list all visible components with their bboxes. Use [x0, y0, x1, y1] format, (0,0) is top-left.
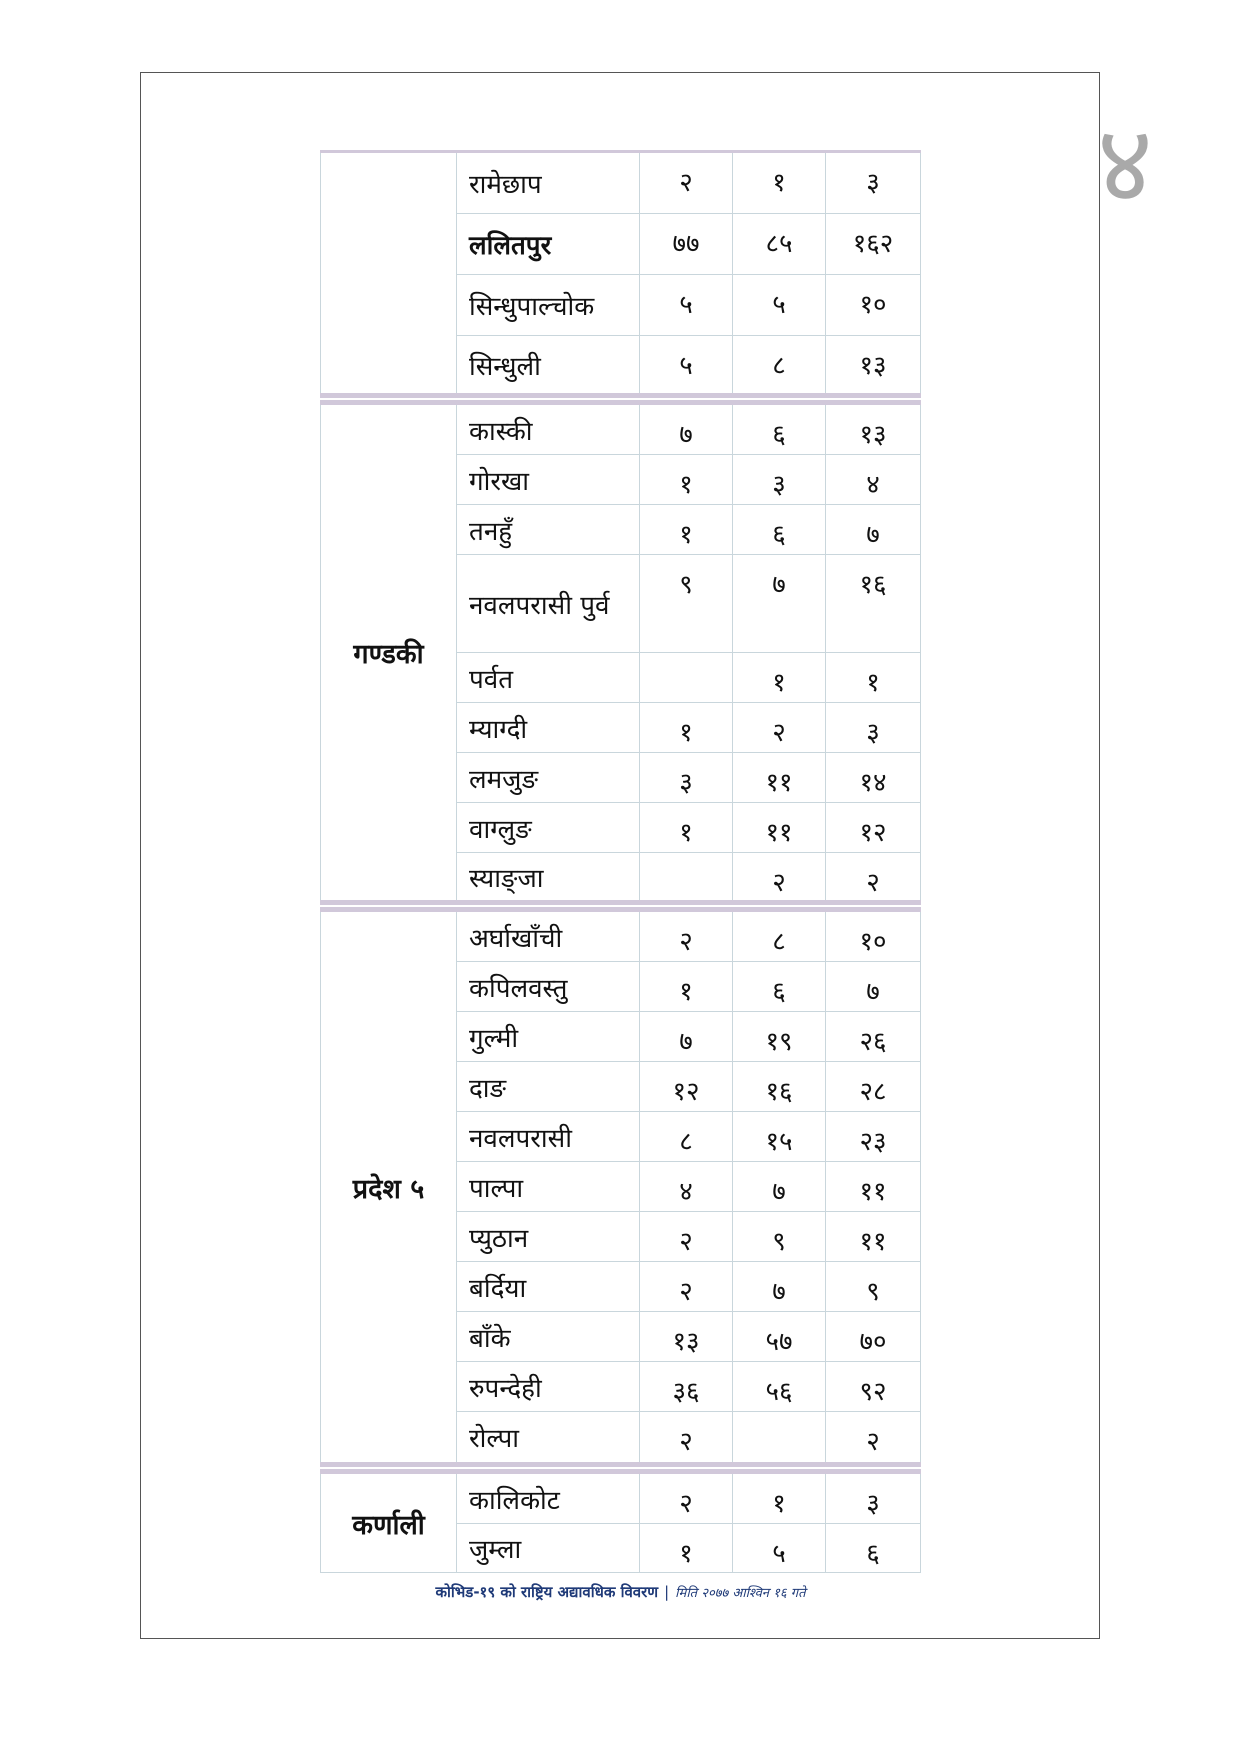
count-cell-1: १ — [640, 703, 733, 752]
count-cell-2: १ — [733, 153, 826, 213]
count-cell-1: ५ — [640, 275, 733, 335]
count-cell-1: ९ — [640, 555, 733, 652]
count-cell-2: १६ — [733, 1062, 826, 1111]
province-name: गण्डकी — [320, 405, 457, 900]
count-cell-3: १० — [826, 912, 921, 961]
page-footer — [320, 1582, 921, 1602]
page-number: ४ — [1096, 102, 1154, 227]
count-cell-1 — [640, 853, 733, 900]
count-cell-3: २ — [826, 853, 921, 900]
table-row — [457, 555, 921, 653]
count-cell-2: १ — [733, 653, 826, 702]
count-cell-1: २ — [640, 1262, 733, 1311]
count-cell-3: २६ — [826, 1012, 921, 1061]
count-cell-3: २ — [826, 1412, 921, 1462]
count-cell-2: ८ — [733, 912, 826, 961]
province-group — [320, 1469, 921, 1573]
table-row — [457, 1312, 921, 1362]
district-name: नवलपरासी — [457, 1112, 640, 1161]
count-cell-2: ३ — [733, 455, 826, 504]
count-cell-1: ७७ — [640, 214, 733, 274]
count-cell-1: १२ — [640, 1062, 733, 1111]
table-row — [457, 1412, 921, 1462]
count-cell-1: ५ — [640, 336, 733, 393]
footer-date: मिति २०७७ आश्विन १६ गते — [675, 1586, 806, 1601]
count-cell-1: १ — [640, 1524, 733, 1572]
count-cell-2: १ — [733, 1474, 826, 1523]
count-cell-2: ६ — [733, 962, 826, 1011]
table-row — [457, 1262, 921, 1312]
count-cell-2: ७ — [733, 1162, 826, 1211]
district-name: म्याग्दी — [457, 703, 640, 752]
table-row — [457, 1474, 921, 1524]
count-cell-2: ६ — [733, 405, 826, 454]
count-cell-3: ११ — [826, 1212, 921, 1261]
table-row — [457, 1162, 921, 1212]
province-group — [320, 150, 921, 398]
table-row — [457, 505, 921, 555]
district-name: सिन्धुपाल्चोक — [457, 275, 640, 335]
count-cell-3: ७० — [826, 1312, 921, 1361]
table-row — [457, 1012, 921, 1062]
count-cell-3: १२ — [826, 803, 921, 852]
count-cell-1: ८ — [640, 1112, 733, 1161]
district-name: कालिकोट — [457, 1474, 640, 1523]
district-name: स्याङ्जा — [457, 853, 640, 900]
table-row — [457, 1062, 921, 1112]
count-cell-2 — [733, 1412, 826, 1462]
count-cell-1: ७ — [640, 1012, 733, 1061]
table-row — [457, 803, 921, 853]
count-cell-1: २ — [640, 1212, 733, 1261]
table-row — [457, 1212, 921, 1262]
count-cell-2: ११ — [733, 803, 826, 852]
district-name: वाग्लुङ — [457, 803, 640, 852]
district-cases-table — [320, 150, 921, 1573]
count-cell-3: १ — [826, 653, 921, 702]
count-cell-3: २३ — [826, 1112, 921, 1161]
district-name: कास्की — [457, 405, 640, 454]
table-row — [457, 275, 921, 336]
count-cell-1 — [640, 653, 733, 702]
table-row — [457, 753, 921, 803]
count-cell-2: ७ — [733, 1262, 826, 1311]
count-cell-1: १३ — [640, 1312, 733, 1361]
count-cell-1: ३ — [640, 753, 733, 802]
count-cell-1: ७ — [640, 405, 733, 454]
count-cell-2: १९ — [733, 1012, 826, 1061]
district-name: ललितपुर — [457, 214, 640, 274]
count-cell-3: ९ — [826, 1262, 921, 1311]
district-name: तनहुँ — [457, 505, 640, 554]
table-row — [457, 153, 921, 214]
count-cell-3: ७ — [826, 962, 921, 1011]
count-cell-3: १३ — [826, 336, 921, 393]
footer-separator: | — [664, 1583, 670, 1601]
count-cell-2: ५६ — [733, 1362, 826, 1411]
province-group — [320, 400, 921, 905]
district-name: गुल्मी — [457, 1012, 640, 1061]
district-name: बर्दिया — [457, 1262, 640, 1311]
count-cell-3: ११ — [826, 1162, 921, 1211]
district-name: रुपन्देही — [457, 1362, 640, 1411]
table-row — [457, 214, 921, 275]
count-cell-1: २ — [640, 1474, 733, 1523]
province-name — [320, 153, 457, 393]
table-row — [457, 1112, 921, 1162]
count-cell-1: १ — [640, 505, 733, 554]
district-name: सिन्धुली — [457, 336, 640, 393]
district-name: पाल्पा — [457, 1162, 640, 1211]
district-name: दाङ — [457, 1062, 640, 1111]
count-cell-3: १६२ — [826, 214, 921, 274]
count-cell-3: ६ — [826, 1524, 921, 1572]
district-name: नवलपरासी पुर्व — [457, 555, 640, 652]
footer-title: कोभिड-१९ को राष्ट्रिय अद्यावधिक विवरण — [435, 1583, 659, 1601]
table-row — [457, 912, 921, 962]
province-name: प्रदेश ५ — [320, 912, 457, 1462]
table-row — [457, 405, 921, 455]
count-cell-3: २८ — [826, 1062, 921, 1111]
table-row — [457, 455, 921, 505]
count-cell-2: ८५ — [733, 214, 826, 274]
table-row — [457, 653, 921, 703]
count-cell-1: २ — [640, 153, 733, 213]
count-cell-2: ८ — [733, 336, 826, 393]
count-cell-3: १० — [826, 275, 921, 335]
count-cell-2: ५ — [733, 1524, 826, 1572]
table-row — [457, 1362, 921, 1412]
count-cell-1: ४ — [640, 1162, 733, 1211]
count-cell-3: ३ — [826, 703, 921, 752]
count-cell-1: १ — [640, 455, 733, 504]
count-cell-3: ७ — [826, 505, 921, 554]
count-cell-1: २ — [640, 1412, 733, 1462]
count-cell-2: २ — [733, 703, 826, 752]
count-cell-3: १३ — [826, 405, 921, 454]
province-name: कर्णाली — [320, 1474, 457, 1572]
count-cell-2: ६ — [733, 505, 826, 554]
district-name: गोरखा — [457, 455, 640, 504]
count-cell-1: १ — [640, 962, 733, 1011]
count-cell-1: ३६ — [640, 1362, 733, 1411]
table-row — [457, 962, 921, 1012]
count-cell-2: ५७ — [733, 1312, 826, 1361]
district-name: पर्वत — [457, 653, 640, 702]
count-cell-3: १४ — [826, 753, 921, 802]
count-cell-3: ४ — [826, 455, 921, 504]
count-cell-2: ७ — [733, 555, 826, 652]
count-cell-2: २ — [733, 853, 826, 900]
district-name: प्युठान — [457, 1212, 640, 1261]
count-cell-2: १५ — [733, 1112, 826, 1161]
province-group — [320, 907, 921, 1467]
count-cell-1: १ — [640, 803, 733, 852]
district-name: बाँके — [457, 1312, 640, 1361]
district-name: लमजुङ — [457, 753, 640, 802]
table-row — [457, 853, 921, 900]
district-name: रामेछाप — [457, 153, 640, 213]
count-cell-2: ५ — [733, 275, 826, 335]
district-name: कपिलवस्तु — [457, 962, 640, 1011]
count-cell-2: ११ — [733, 753, 826, 802]
count-cell-3: ३ — [826, 153, 921, 213]
count-cell-3: १६ — [826, 555, 921, 652]
table-row — [457, 703, 921, 753]
count-cell-1: २ — [640, 912, 733, 961]
district-name: रोल्पा — [457, 1412, 640, 1462]
district-name: अर्घाखाँची — [457, 912, 640, 961]
count-cell-3: ९२ — [826, 1362, 921, 1411]
count-cell-3: ३ — [826, 1474, 921, 1523]
count-cell-2: ९ — [733, 1212, 826, 1261]
table-row — [457, 1524, 921, 1572]
district-name: जुम्ला — [457, 1524, 640, 1572]
table-row — [457, 336, 921, 393]
